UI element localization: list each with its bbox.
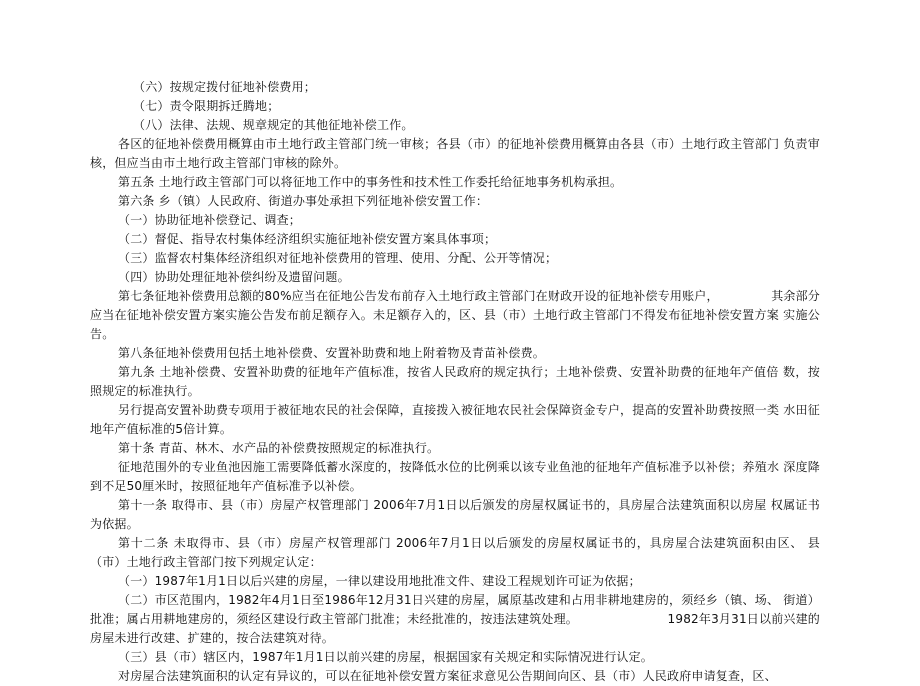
text-line: 各区的征地补偿费用概算由市土地行政主管部门统一审核；各县（市）的征地补偿费用概算由各县（市）土地行政主管部门 负责审 — [118, 137, 820, 151]
text-line: 对房屋合法建筑面积的认定有异议的，可以在征地补偿安置方案征求意见公告期间向区、县（市）人民政府申请复查，区、 — [118, 669, 777, 683]
text-segment: 1982年3月31日以前兴建的 — [667, 612, 820, 626]
text-line: （八）法律、法规、规章规定的其他征地补偿工作。 — [133, 118, 414, 132]
text-line: 第五条 土地行政主管部门可以将征地工作中的事务性和技术性工作委托给征地事务机构承担。 — [118, 175, 623, 189]
text-line: （七）责令限期拆迁腾地； — [133, 99, 280, 113]
text-line: （一）协助征地补偿登记、调查； — [118, 213, 302, 227]
text-line: 第六条 乡（镇）人民政府、街道办事处承担下列征地补偿安置工作： — [118, 194, 489, 208]
text-line: 第八条征地补偿费用包括土地补偿费、安置补助费和地上附着物及青苗补偿费。 — [118, 346, 546, 360]
text-segment: 批准；属占用耕地建房的，须经区建设行政主管部门批准；未经批准的，按违法建筑处理。 — [90, 612, 579, 626]
text-line: 另行提高安置补助费专项用于被征地农民的社会保障，直接拨入被征地农民社会保障资金专户，提高的安置补助费按照一类 水田征 — [118, 403, 820, 417]
text-line: 应当在征地补偿安置方案实施公告发布前足额存入。未足额存入的，区、县（市）土地行政主管部门不得发布征地补偿安置方案 实施公 — [90, 308, 820, 322]
text-line: （三）监督农村集体经济组织对征地补偿费用的管理、使用、分配、公开等情况； — [118, 251, 558, 265]
text-line: 第十条 青苗、林木、水产品的补偿费按照规定的标准执行。 — [118, 441, 440, 455]
text-line: （六）按规定拨付征地补偿费用； — [133, 80, 317, 94]
text-line: （二）督促、指导农村集体经济组织实施征地补偿安置方案具体事项； — [118, 232, 497, 246]
text-line: 为依据。 — [90, 517, 139, 531]
text-line: （二）市区范围内，1982年4月1日至1986年12月31日兴建的房屋，属原基改建和占用非耕地建房的，须经乡（镇、场、 街道） — [118, 593, 820, 607]
text-line: 征地范围外的专业鱼池因施工需要降低蓄水深度的，按降低水位的比例乘以该专业鱼池的征地年产值标准予以补偿；养殖水 深度降 — [118, 460, 820, 474]
text-line: （三）县（市）辖区内，1987年1月1日以前兴建的房屋，根据国家有关规定和实际情况进行认定。 — [118, 650, 654, 664]
text-line: 第九条 土地补偿费、安置补助费的征地年产值标准，按省人民政府的规定执行；土地补偿费、安置补助费的征地年产值倍 数，按 — [118, 365, 820, 379]
text-segment: 第七条征地补偿费用总额的80%应当在征地公告发布前存入土地行政主管部门在财政开设的征地补偿专用账户， — [118, 289, 719, 303]
text-line: 到不足50厘米时，按照征地年产值标准予以补偿。 — [90, 479, 362, 493]
text-line: 第十一条 取得市、县（市）房屋产权管理部门 2006年7月1日以后颁发的房屋权属证书的，具房屋合法建筑面积以房屋 权属证书 — [118, 498, 820, 512]
document-page — [90, 78, 820, 686]
text-line: 房屋未进行改建、扩建的，按合法建筑对待。 — [90, 631, 335, 645]
text-line: 告。 — [90, 327, 115, 341]
text-segment: 其余部分 — [771, 289, 820, 303]
text-line: （一）1987年1月1日以后兴建的房屋，一律以建设用地批准文件、建设工程规划许可证为依据； — [118, 574, 641, 588]
text-line: 照规定的标准执行。 — [90, 384, 200, 398]
text-line: 地年产值标准的5倍计算。 — [90, 422, 233, 436]
text-line: 核，但应当由市土地行政主管部门审核的除外。 — [90, 156, 347, 170]
text-line: （四）协助处理征地补偿纠纷及遗留问题。 — [118, 270, 350, 284]
text-line — [90, 287, 820, 306]
text-line — [90, 610, 820, 629]
text-line: 第十二条 未取得市、县（市）房屋产权管理部门 2006年7月1日以后颁发的房屋权属证书的，具房屋合法建筑面积由区、 县 — [118, 536, 820, 550]
text-line: （市）土地行政主管部门按下列规定认定： — [90, 555, 322, 569]
